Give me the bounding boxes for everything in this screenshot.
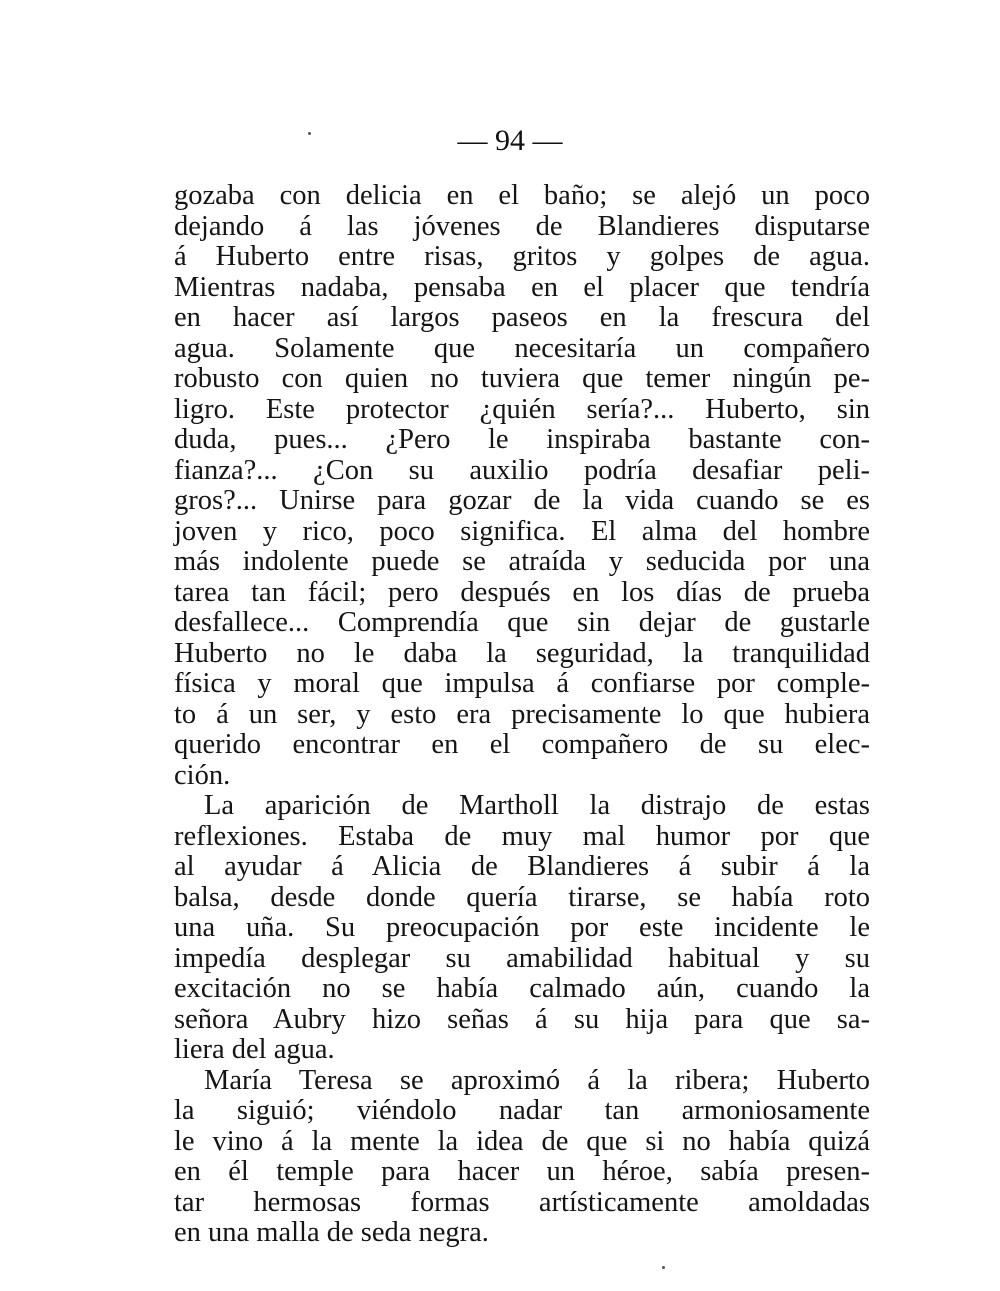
text-line: le vino á la mente la idea de que si no había quizá [174, 1125, 870, 1157]
scan-speck [308, 132, 311, 135]
text-line: agua. Solamente que necesitaría un compañero [174, 332, 870, 364]
text-line: dejando á las jóvenes de Blandieres disputarse [174, 210, 870, 242]
text-line: gros?... Unirse para gozar de la vida cuando se es [174, 485, 870, 516]
scan-speck [662, 1266, 665, 1269]
text-line: señora Aubry hizo señas á su hija para que sa- [174, 1003, 870, 1035]
paragraph [174, 791, 870, 1066]
text-line: tar hermosas formas artísticamente amoldadas [174, 1186, 870, 1218]
text-line: gozaba con delicia en el baño; se alejó un poco [174, 180, 870, 211]
text-line: impedía desplegar su amabilidad habitual y su [174, 942, 870, 974]
text-line: excitación no se había calmado aún, cuando la [174, 973, 870, 1004]
text-line: al ayudar á Alicia de Blandieres á subir á la [174, 851, 870, 882]
text-line: ción. [174, 759, 231, 791]
text-line: desfallece... Comprendía que sin dejar de gustarle [174, 607, 870, 638]
paragraph [174, 181, 870, 791]
text-line: Mientras nadaba, pensaba en el placer que tendría [174, 271, 870, 303]
text-line: La aparición de Martholl la distrajo de estas [204, 790, 870, 821]
text-line: á Huberto entre risas, gritos y golpes de agua. [174, 241, 870, 272]
page-number: — 94 — [457, 124, 563, 157]
body-text [174, 181, 870, 1249]
text-line: María Teresa se aproximó á la ribera; Huberto [204, 1064, 870, 1096]
text-line: en hacer así largos paseos en la frescura del [174, 302, 870, 333]
text-line: una uña. Su preocupación por este incidente le [174, 912, 870, 943]
text-line: fianza?... ¿Con su auxilio podría desafiar peli- [174, 454, 870, 486]
text-line: en una malla de seda negra. [174, 1217, 489, 1248]
text-line: querido encontrar en el compañero de su elec- [174, 729, 870, 760]
text-line: reflexiones. Estaba de muy mal humor por que [174, 820, 870, 852]
text-line: Huberto no le daba la seguridad, la tranquilidad [174, 637, 870, 669]
text-line: ligro. Este protector ¿quién sería?... Huberto, sin [174, 393, 870, 425]
text-line: liera del agua. [174, 1034, 335, 1065]
text-line: balsa, desde donde quería tirarse, se había roto [174, 881, 870, 913]
text-line: tarea tan fácil; pero después en los días de prueba [174, 576, 870, 608]
paragraph [174, 1066, 870, 1249]
text-line: más indolente puede se atraída y seducida por una [174, 546, 870, 577]
text-line: física y moral que impulsa á confiarse por comple- [174, 668, 870, 699]
text-line: la siguió; viéndolo nadar tan armoniosamente [174, 1095, 870, 1126]
text-line: robusto con quien no tuviera que temer ningún pe- [174, 363, 870, 394]
text-line: to á un ser, y esto era precisamente lo que hubiera [174, 698, 870, 730]
text-line: joven y rico, poco significa. El alma del hombre [174, 515, 870, 547]
text-line: duda, pues... ¿Pero le inspiraba bastante con- [174, 424, 870, 455]
text-line: en él temple para hacer un héroe, sabía presen- [174, 1156, 870, 1187]
